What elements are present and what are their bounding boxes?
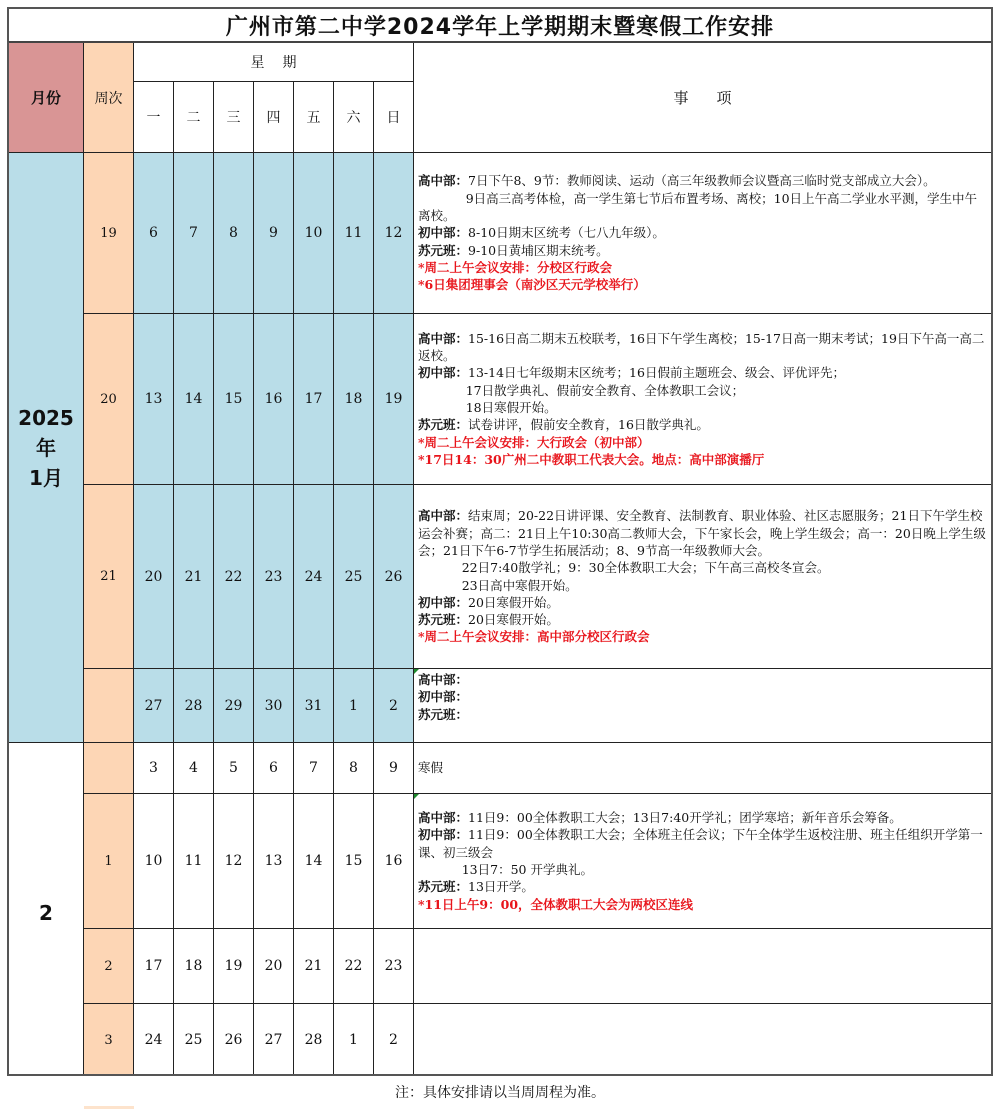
note-line	[418, 706, 987, 723]
day-cell: 20	[134, 485, 174, 669]
week-notes	[414, 1004, 993, 1076]
day-cell: 16	[374, 794, 414, 929]
day-cell: 26	[374, 485, 414, 669]
note-line	[418, 559, 987, 576]
note-line	[418, 759, 987, 776]
note-line	[418, 611, 987, 628]
note-text: 9-10日黄埔区期末统考。	[468, 242, 609, 258]
week-number: 3	[84, 1004, 134, 1076]
day-cell: 11	[174, 794, 214, 929]
header-weekday-1: 一	[134, 82, 174, 153]
note-line	[418, 416, 987, 433]
day-cell: 20	[254, 929, 294, 1004]
note-text: 15-16日高二期末五校联考，16日下午学生离校；15-17日高一期末考试；19日下午高一高二返校。	[418, 330, 985, 364]
note-text: 7日下午8、9节：教师阅读、运动（高三年级教师会议暨高三临时党支部成立大会）。	[468, 173, 936, 189]
day-cell: 27	[254, 1004, 294, 1076]
note-label: 苏元班：	[418, 706, 469, 722]
footer-cell-mark	[84, 1106, 134, 1109]
note-line	[418, 399, 987, 416]
day-cell: 31	[294, 669, 334, 743]
day-cell: 9	[254, 153, 294, 314]
week-number: 20	[84, 314, 134, 485]
day-cell: 13	[254, 794, 294, 929]
note-line	[418, 224, 987, 241]
day-cell: 15	[214, 314, 254, 485]
note-line	[418, 577, 987, 594]
note-line	[418, 507, 987, 559]
note-text: 20日寒假开始。	[468, 594, 559, 610]
page-title: 广州市第二中学2024学年上学期期末暨寒假工作安排	[7, 7, 993, 43]
day-cell: 3	[134, 743, 174, 794]
week-notes	[414, 314, 993, 485]
header-weekday-2: 二	[174, 82, 214, 153]
note-label: 初中部：	[418, 225, 469, 241]
week-number	[84, 669, 134, 743]
week-number: 21	[84, 485, 134, 669]
week-notes	[414, 743, 993, 794]
day-cell: 19	[214, 929, 254, 1004]
month-label-line1: 2	[39, 900, 53, 925]
day-cell: 16	[254, 314, 294, 485]
day-cell: 22	[334, 929, 374, 1004]
day-cell: 19	[374, 314, 414, 485]
day-cell: 13	[134, 314, 174, 485]
note-text: 9日高三高考体检，高一学生第七节后布置考场、离校；10日上午高二学业水平测，学生中午离校。	[418, 190, 978, 224]
day-cell: 9	[374, 743, 414, 794]
note-text: 结束周；20-22日讲评课、安全教育、法制教育、职业体验、社区志愿服务；21日下午学生校运会补赛；高二：21日上午10:30高二教师大会，下午家长会，晚上学生级会；高一：20日晚上学生级会；21日下午6-7节学生拓展活动；8、9节高一年级教师大会。	[418, 508, 986, 558]
day-cell: 28	[174, 669, 214, 743]
day-cell: 6	[254, 743, 294, 794]
day-cell: 11	[334, 153, 374, 314]
note-label: 高中部：	[418, 330, 469, 346]
note-line	[418, 330, 987, 365]
note-text: 寒假	[418, 760, 444, 776]
note-line	[418, 364, 987, 381]
note-line	[418, 382, 987, 399]
day-cell: 6	[134, 153, 174, 314]
note-text: 18日寒假开始。	[418, 400, 557, 415]
note-line: *周二上午会议安排：高中部分校区行政会	[418, 629, 650, 645]
header-weekday-6: 六	[334, 82, 374, 153]
note-text: 11日9：00全体教职工大会；全体班主任会议；下午全体学生返校注册、班主任组织开学第一课、初三级会	[418, 827, 983, 860]
note-line	[418, 861, 987, 878]
footer-note: 注：具体安排请以当周周程为准。	[395, 1085, 605, 1101]
note-label: 高中部：	[418, 508, 469, 524]
header-month: 月份	[9, 43, 84, 153]
day-cell: 14	[174, 314, 214, 485]
note-line: *17日14：30广州二中教职工代表大会。地点：高中部演播厅	[418, 451, 765, 467]
week-number: 2	[84, 929, 134, 1004]
header-week: 周次	[84, 43, 134, 153]
day-cell: 17	[294, 314, 334, 485]
day-cell: 27	[134, 669, 174, 743]
day-cell: 25	[334, 485, 374, 669]
week-notes	[414, 485, 993, 669]
day-cell: 15	[334, 794, 374, 929]
note-text: 8-10日期末区统考（七八九年级）。	[468, 225, 665, 241]
day-cell: 14	[294, 794, 334, 929]
note-label: 初中部：	[418, 827, 469, 843]
header-weekday-7: 日	[374, 82, 414, 153]
header-items: 事项	[414, 43, 993, 153]
note-label: 高中部：	[418, 173, 469, 189]
header-weekday-4: 四	[254, 82, 294, 153]
note-line: *周二上午会议安排：分校区行政会	[418, 259, 613, 275]
day-cell: 2	[374, 1004, 414, 1076]
day-cell: 21	[294, 929, 334, 1004]
note-text: 13日7：50 开学典礼。	[418, 862, 593, 877]
comment-indicator-icon[interactable]	[414, 794, 419, 799]
note-line	[418, 242, 987, 259]
day-cell: 23	[254, 485, 294, 669]
day-cell: 10	[294, 153, 334, 314]
day-cell: 22	[214, 485, 254, 669]
day-cell: 8	[334, 743, 374, 794]
day-cell: 12	[374, 153, 414, 314]
day-cell: 17	[134, 929, 174, 1004]
note-line	[418, 172, 987, 189]
day-cell: 24	[134, 1004, 174, 1076]
note-text: 20日寒假开始。	[468, 612, 559, 628]
day-cell: 1	[334, 1004, 374, 1076]
day-cell: 29	[214, 669, 254, 743]
note-label: 高中部：	[418, 672, 469, 687]
day-cell: 4	[174, 743, 214, 794]
note-label: 初中部：	[418, 365, 469, 381]
note-line	[418, 878, 987, 895]
note-label: 苏元班：	[418, 879, 469, 895]
note-text: 17日散学典礼、假前安全教育、全体教职工会议；	[418, 382, 745, 398]
day-cell: 7	[174, 153, 214, 314]
day-cell: 18	[334, 314, 374, 485]
day-cell: 26	[214, 1004, 254, 1076]
note-label: 苏元班：	[418, 417, 469, 433]
note-label: 初中部：	[418, 594, 469, 610]
day-cell: 23	[374, 929, 414, 1004]
day-cell: 28	[294, 1004, 334, 1076]
header-weekday-5: 五	[294, 82, 334, 153]
day-cell: 30	[254, 669, 294, 743]
month-february	[9, 743, 84, 1076]
note-label: 高中部：	[418, 810, 469, 826]
day-cell: 24	[294, 485, 334, 669]
note-line	[418, 594, 987, 611]
note-line	[418, 809, 987, 826]
week-notes	[414, 794, 993, 929]
note-text: 22日7:40散学礼；9：30全体教职工大会；下午高三高校冬宣会。	[418, 560, 830, 576]
header-weekday-group: 星期	[134, 43, 414, 82]
day-cell: 2	[374, 669, 414, 743]
note-line	[418, 688, 987, 705]
note-text: 13-14日七年级期末区统考；16日假前主题班会、级会、评优评先；	[468, 365, 845, 381]
day-cell: 12	[214, 794, 254, 929]
note-line	[418, 671, 987, 688]
note-text: 11日9：00全体教职工大会；13日7:40开学礼；团学寒培；新年音乐会筹备。	[468, 810, 902, 826]
week-notes	[414, 929, 993, 1004]
day-cell: 25	[174, 1004, 214, 1076]
week-notes	[414, 669, 993, 743]
month-january	[9, 153, 84, 743]
day-cell: 18	[174, 929, 214, 1004]
comment-indicator-icon[interactable]	[414, 669, 419, 674]
header-weekday-3: 三	[214, 82, 254, 153]
note-line	[418, 190, 987, 225]
note-line	[418, 826, 987, 861]
note-text: 13日开学。	[468, 879, 534, 895]
note-label: 苏元班：	[418, 242, 469, 258]
day-cell: 10	[134, 794, 174, 929]
day-cell: 8	[214, 153, 254, 314]
note-text: 23日高中寒假开始。	[418, 577, 578, 593]
note-label: 初中部：	[418, 689, 469, 705]
month-label-line1: 2025年	[18, 405, 74, 460]
day-cell: 21	[174, 485, 214, 669]
note-line: *6日集团理事会（南沙区天元学校举行）	[418, 277, 646, 293]
day-cell: 7	[294, 743, 334, 794]
week-notes	[414, 153, 993, 314]
day-cell: 1	[334, 669, 374, 743]
week-number: 19	[84, 153, 134, 314]
month-label-line2: 1月	[29, 465, 63, 490]
week-number	[84, 743, 134, 794]
note-label: 苏元班：	[418, 612, 469, 628]
note-line: *11日上午9：00，全体教职工大会为两校区连线	[418, 896, 694, 912]
note-line: *周二上午会议安排：大行政会（初中部）	[418, 434, 650, 450]
day-cell: 5	[214, 743, 254, 794]
week-number: 1	[84, 794, 134, 929]
note-text: 试卷讲评，假前安全教育，16日散学典礼。	[468, 417, 709, 433]
